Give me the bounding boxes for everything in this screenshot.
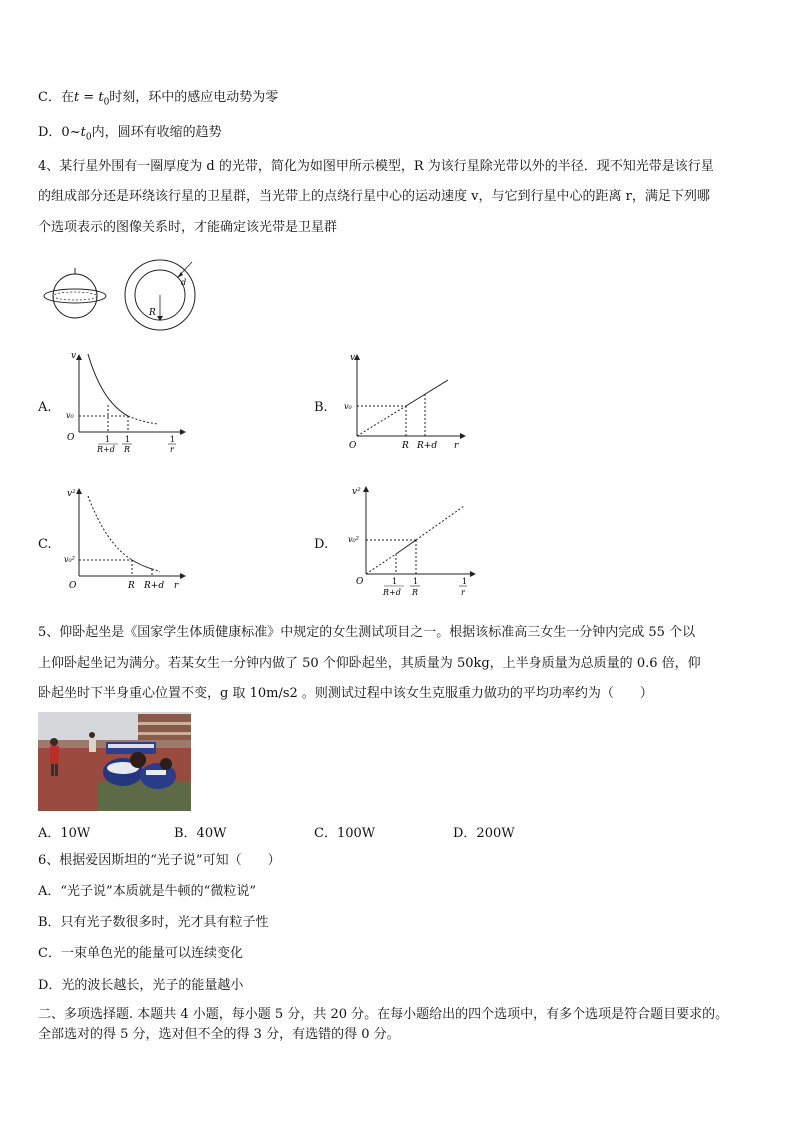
- q4-option-d-label: D.: [314, 537, 329, 552]
- c-x2: R+d: [144, 581, 165, 591]
- q4-graph-b: [340, 350, 470, 455]
- q4-option-c-label: C.: [38, 537, 52, 552]
- d-origin: O: [356, 577, 364, 587]
- d-x3b: r: [461, 588, 465, 597]
- d-x1: 1: [392, 577, 398, 586]
- situp-test-photo: [38, 712, 191, 811]
- b-x3: r: [454, 441, 459, 451]
- q5-answer-d: D．200W: [453, 826, 515, 841]
- a-x2: 1: [125, 435, 131, 444]
- q6-stem: 6、根据爱因斯坦的“光子说”可知（ ）: [38, 853, 281, 868]
- c-origin: O: [69, 581, 77, 591]
- d-x3: 1: [462, 577, 468, 586]
- q4-stem-line3: 个选项表示的图像关系时，才能确定该光带是卫星群: [38, 220, 338, 235]
- a-x2b: R: [124, 445, 131, 454]
- d-x1b: R+d: [383, 588, 401, 597]
- q6-option-d: D．光的波长越长，光子的能量越小: [38, 978, 244, 993]
- q3-option-d: D．$0\sim t_0$内，圆环有收缩的趋势: [38, 125, 222, 143]
- a-x3b: r: [170, 445, 174, 454]
- section2-line1: 二、多项选择题. 本题共 4 小题，每小题 5 分，共 20 分。在每小题给出的四个选项中，有多个选项是符合题目要求的。: [38, 1007, 729, 1022]
- b-x1: R: [402, 441, 409, 451]
- d-x2b: R: [412, 588, 419, 597]
- q4-graph-a: [62, 350, 192, 455]
- q4-stem-line2: 的组成部分还是环绕该行星的卫星群，当光带上的点绕行星中心的运动速度 v，与它到行星中心的距离 r，满足下列哪: [38, 189, 710, 204]
- q4-option-a-label: A.: [38, 400, 52, 415]
- q6-option-c: C．一束单色光的能量可以连续变化: [38, 946, 243, 961]
- d-x2: 1: [413, 577, 419, 586]
- q6-option-a: A．“光子说”本质就是牛顿的“微粒说”: [38, 884, 256, 899]
- q5-stem-line1: 5、仰卧起坐是《国家学生体质健康标准》中规定的女生测试项目之一。根据该标准高三女生一分钟内完成 55 个以: [38, 625, 696, 640]
- q5-answer-a: A．10W: [38, 826, 91, 841]
- b-ylabel: v: [350, 353, 356, 363]
- section2-line2: 全部选对的得 5 分，选对但不全的得 3 分，有选错的得 0 分。: [38, 1027, 400, 1042]
- q4-option-b-label: B.: [314, 400, 328, 415]
- a-ylabel: v: [71, 351, 77, 361]
- fig-label-r: R: [149, 308, 156, 318]
- a-ytick: v₀: [66, 411, 74, 420]
- b-x2: R+d: [417, 441, 438, 451]
- q4-graph-d: [340, 482, 480, 600]
- q4-stem-line1: 4、某行星外围有一圈厚度为 d 的光带，简化为如图甲所示模型，R 为该行星除光带以外的半径．现不知光带是该行星: [38, 159, 714, 174]
- a-origin: O: [67, 433, 75, 443]
- q5-answer-c: C．100W: [314, 826, 376, 841]
- q5-answer-b: B．40W: [174, 826, 227, 841]
- c-ylabel: v²: [67, 489, 76, 499]
- d-ylabel: v²: [352, 487, 361, 497]
- c-ytick: v₀²: [64, 555, 75, 564]
- b-ytick: v₀: [344, 402, 352, 411]
- q3-option-c: C．在$t = t_0$时刻，环中的感应电动势为零: [38, 90, 279, 108]
- d-ytick: v₀²: [348, 535, 359, 544]
- a-x1b: R+d: [97, 445, 115, 454]
- q4-graph-c: [62, 484, 192, 594]
- q5-stem-line2: 上仰卧起坐记为满分。若某女生一分钟内做了 50 个仰卧起坐，其质量为 50kg，上半身质量为总质量的 0.6 倍，仰: [38, 656, 701, 671]
- b-origin: O: [349, 441, 357, 451]
- c-x3: r: [174, 581, 179, 591]
- a-x3: 1: [170, 435, 176, 444]
- q4-planet-figure: [40, 258, 200, 333]
- q6-option-b: B．只有光子数很多时，光才具有粒子性: [38, 915, 269, 930]
- fig-label-d: d: [181, 278, 187, 287]
- a-x1: 1: [105, 435, 111, 444]
- q5-stem-line3: 卧起坐时下半身重心位置不变，g 取 10m/s2 。则测试过程中该女生克服重力做功的平均功率约为（ ）: [38, 686, 653, 701]
- c-x1: R: [128, 581, 135, 591]
